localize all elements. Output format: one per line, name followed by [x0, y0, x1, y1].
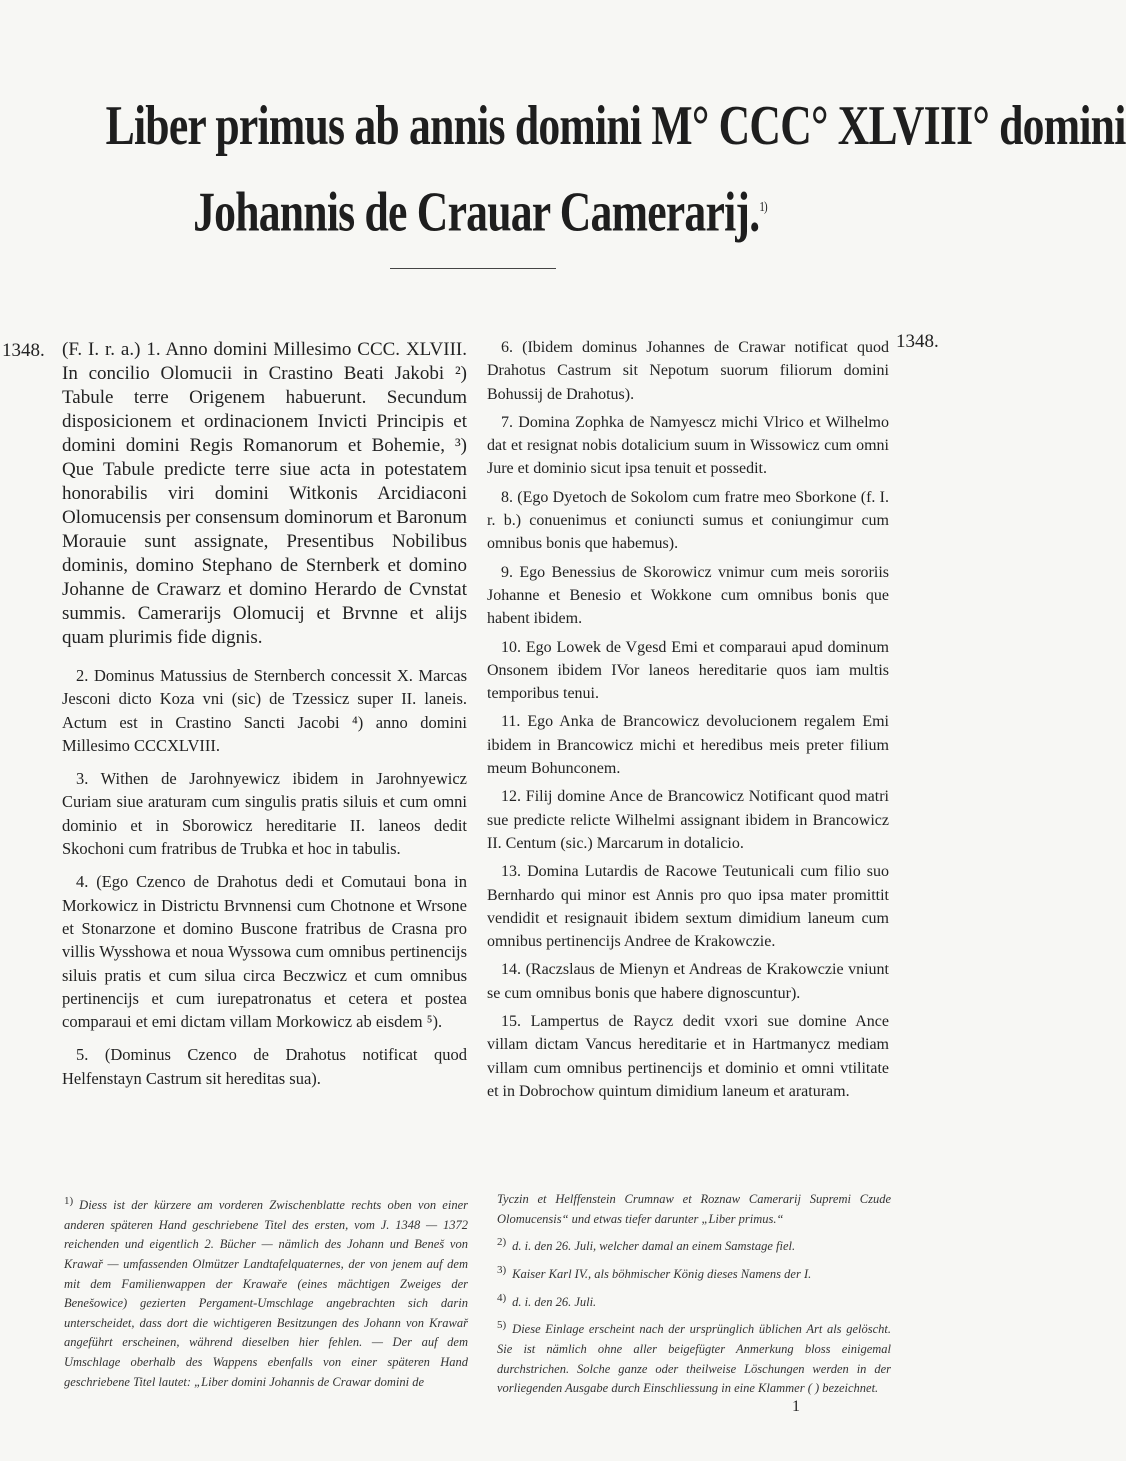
footnote-4-text: d. i. den 26. Juli.: [512, 1294, 597, 1309]
footnote-1: [64, 1192, 468, 1392]
entry-7: 7. Domina Zophka de Namyescz michi Vlrico et Wilhelmo dat et resignat nobis dotalicium suum in Wissowicz cum omni Jure et dominio sicut ipsa tenuit et possedit.: [487, 413, 889, 478]
footnote-3: [497, 1261, 891, 1285]
entry-3: 3. Withen de Jarohnyewicz ibidem in Jarohnyewicz Curiam siue araturam cum singulis pratis siluis et cum omni dominio et in Sborowicz hereditarie II. laneos dedit Skochoni cum fratribus de Trubka et hoc in tabulis.: [62, 769, 467, 859]
entry-1: (F. I. r. a.) 1. Anno domini Millesimo CCC. XLVIII. In concilio Olomucii in Crastino Beati Jakobi ²) Tabule terre Origenem habuerunt. Secundum disposicionem et ordinacionem Invicti Principis et domini domini Regis Romanorum et Bohemie, ³) Que Tabule predicte terre siue acta in potestatem honorabilis viri domini Witkonis Arcidiaconi Olomucensis per consensum dominorum et Baronum Morauie sunt assignate, Presentibus Nobilibus dominis, domino Stephano de Sternberk et domino Johanne de Crawarz et domino Herardo de Cvnstat summis. Camerarijs Olomucij et Brvnne et alijs quam plurimis fide dignis.: [62, 339, 467, 648]
entry-10: 10. Ego Lowek de Vgesd Emi et comparaui apud dominum Onsonem ibidem IVor laneos hereditarie quos iam multis temporibus tenui.: [487, 638, 889, 703]
entry-2: 2. Dominus Matussius de Sternberch concessit X. Marcas Jesconi dicto Koza vni (sic) de Tzessicz super II. laneis. Actum est in Crastino Sancti Jacobi ⁴) anno domini Millesimo CCCXLVIII.: [62, 666, 467, 755]
left-column: [62, 338, 467, 1100]
margin-year-right: 1348.: [896, 331, 939, 352]
entry-15: 15. Lampertus de Raycz dedit vxori sue domine Ance villam dictam Vancus hereditarie et in Hartmanycz mediam villam cum omnibus pertinencijs et dominio et omni vtilitate et in Dobrochow quintum dimidium laneum et araturam.: [487, 1013, 889, 1100]
footnotes-right: [497, 1190, 891, 1403]
footnote-2-text: d. i. den 26. Juli, welcher damal an einem Samstage fiel.: [512, 1239, 796, 1254]
entry-6: 6. (Ibidem dominus Johannes de Crawar notificat quod Drahotus Castrum sit Nepotum suorum filiorum domini Bohussij de Drahotus).: [487, 339, 889, 403]
page-title: [0, 88, 1126, 251]
page-number: 1: [792, 1398, 800, 1415]
right-column: [487, 336, 889, 1108]
title-line-1: Liber primus ab annis domini M° CCC° XLVIII° domini: [105, 95, 1126, 157]
footnote-1-continued: Tyczin et Helffenstein Crumnaw et Roznaw Camerarij Supremi Czude Olomucensis“ und etwas tiefer darunter „Liber primus.“: [497, 1192, 891, 1226]
footnote-1-mark: 1): [64, 1195, 74, 1207]
entry-9: 9. Ego Benessius de Skorowicz vnimur cum meis sororiis Johanne et Benesio et Wokkone cum omnibus bonis que habent ibidem.: [487, 563, 889, 628]
margin-year-left: 1348.: [2, 340, 45, 361]
footnote-2-mark: 2): [497, 1236, 507, 1249]
footnote-1-text: Diess ist der kürzere am vorderen Zwischenblatte rechts oben von einer anderen späteren Hand geschriebene Titel des ersten, vom J. 1348 — 1372 reichenden und eigentlich 2. Bücher — nämlich des Johann und Beneš von Krawař — umfassenden Olmützer Landtafelquaternes, der von jenem auf dem mit dem Familienwappen der Krawaře (eines mächtigen Zweiges der Benešowice) gezierten Pergament-Umschlage angebrachten sich darin unterscheidet, dass dort die wichtigeren Besitzungen des Johann von Krawař angeführt erscheinen, während dieselben hier fehlen. — Der auf dem Umschlage oberhalb des Wappens ebenfalls von einer späteren Hand geschriebene Titel lautet: „Liber domini Johannis de Crawar domini de: [64, 1198, 468, 1389]
footnote-4: [497, 1289, 891, 1313]
entry-5: 5. (Dominus Czenco de Drahotus notificat quod Helfenstayn Castrum sit hereditas sua).: [62, 1045, 467, 1088]
footnote-2: [497, 1233, 891, 1257]
entry-4: 4. (Ego Czenco de Drahotus dedi et Comutaui bona in Morkowicz in Districtu Brvnnensi cum Chotnone et Wrsone et Stonarzone et domino Buscone fratribus de Crasna pro villis Wysshowa et noua Wyssowa cum omnibus pertinencijs siluis pratis et cum silua circa Beczwicz et cum omnibus pertinencijs et cum iurepatronatus et cetera et postea comparaui et emi dictam villam Morkowicz ab eisdem ⁵).: [62, 872, 467, 1032]
footnote-5: [497, 1316, 891, 1399]
entry-14: 14. (Raczslaus de Mienyn et Andreas de Krakowczie vniunt se cum omnibus bonis que habere dignoscuntur).: [487, 961, 889, 1002]
footnote-5-mark: 5): [497, 1319, 507, 1332]
title-line-2-text: Johannis de Crauar Camerarij.: [193, 181, 760, 244]
footnote-3-mark: 3): [497, 1263, 507, 1276]
entry-11: 11. Ego Anka de Brancowicz devolucionem regalem Emi ibidem in Brancowicz michi et heredibus meis preter filium meum Bohunconem.: [487, 713, 889, 778]
entry-8: 8. (Ego Dyetoch de Sokolom cum fratre meo Sborkone (f. I. r. b.) conuenimus et coniuncti sumus et coniungimur cum omnibus bonis que habemus).: [487, 488, 889, 553]
footnote-3-text: Kaiser Karl IV., als böhmischer König dieses Namens der I.: [512, 1267, 812, 1282]
footnotes-left: [64, 1192, 468, 1396]
title-line-2: [106, 170, 855, 251]
title-divider: [390, 268, 556, 269]
title-footnote-mark: 1): [759, 200, 767, 215]
footnote-4-mark: 4): [497, 1291, 507, 1304]
entry-12: 12. Filij domine Ance de Brancowicz Notificant quod matri sue predicte relicte Wilhelmi assignant ibidem in Brancowicz II. Centum (sic.) Marcarum in dotalicio.: [487, 788, 889, 852]
entry-13: 13. Domina Lutardis de Racowe Teutunicali cum filio suo Bernhardo qui minor est Annis pro quo ipsa mater promittit vendidit et resignauit ibidem sextum dimidium laneum cum omnibus pertinencijs Andree de Krakowczie.: [487, 863, 889, 951]
footnote-5-text: Diese Einlage erscheint nach der ursprünglich üblichen Art als gelöscht. Sie ist nämlich ohne aller beigefügter Anmerkung bloss einigemal durchstrichen. Solche ganze oder theilweise Löschungen werden in der vorliegenden Ausgabe durch Einschliessung in eine Klammer ( ) bezeichnet.: [497, 1322, 891, 1396]
